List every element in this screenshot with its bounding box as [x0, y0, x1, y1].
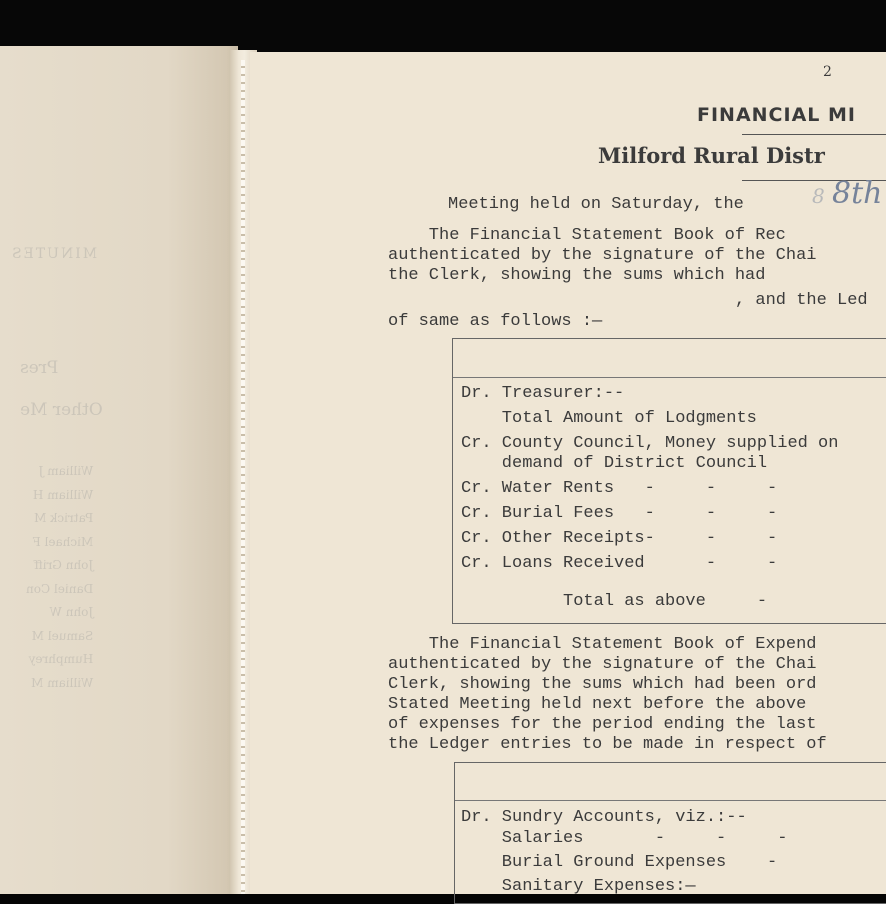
expenditure-row: Burial Ground Expenses - [461, 853, 778, 872]
ghost-name: John W [49, 605, 94, 619]
scan-top-border [0, 0, 886, 52]
intro-line-5: , and the Led [735, 291, 868, 310]
expenditure-line-1: The Financial Statement Book of Expend [388, 635, 817, 654]
expenditure-line-4: Stated Meeting held next before the above [388, 695, 807, 714]
receipts-row: Dr. Treasurer:-- [461, 384, 625, 403]
ghost-name: John Griff [34, 558, 94, 572]
expenditure-line-3: Clerk, showing the sums which had been ord [388, 675, 817, 694]
handwritten-day: 8th [832, 176, 883, 211]
title-rule [742, 134, 886, 135]
ghost-name: Humphrey [28, 652, 94, 666]
ghost-name: William H [32, 487, 94, 502]
receipts-row: Total Amount of Lodgments [461, 409, 757, 428]
expenditure-table-header-rule [455, 800, 886, 801]
receipts-total-row: Total as above - [461, 592, 768, 611]
ghost-name: Michael F [32, 534, 94, 549]
receipts-row: Cr. Water Rents - - - [461, 479, 778, 498]
ghost-name: Patrick M [34, 511, 94, 525]
intro-line-2: The Financial Statement Book of Rec [388, 226, 786, 245]
expenditure-row: Salaries - - - [461, 829, 788, 848]
expenditure-row: Sanitary Expenses:— [461, 877, 696, 896]
intro-line-6: of same as follows :— [388, 312, 603, 331]
ghost-name: William M [31, 675, 94, 690]
ghost-name: Samuel M [31, 628, 94, 643]
page-subtitle: Milford Rural Distr [598, 143, 825, 168]
ghost-name: Daniel Con [26, 581, 94, 596]
receipts-row: Cr. Loans Received - - [461, 554, 778, 573]
receipts-row: demand of District Council [461, 454, 768, 473]
bleed-through-present: Pres [20, 358, 59, 378]
expenditure-line-6: the Ledger entries to be made in respect of [388, 735, 827, 754]
receipts-row: Cr. County Council, Money supplied on [461, 434, 839, 453]
page-number: 2 [823, 64, 832, 80]
expenditure-line-5: of expenses for the period ending the last [388, 715, 817, 734]
expenditure-line-2: authenticated by the signature of the Chai [388, 655, 817, 674]
receipts-row: Cr. Burial Fees - - - [461, 504, 778, 523]
left-page [0, 46, 238, 894]
expenditure-row: Dr. Sundry Accounts, viz.:-- [461, 808, 747, 827]
receipts-row: Cr. Other Receipts- - - [461, 529, 778, 548]
ghost-name: William J [38, 464, 94, 478]
intro-line-4: the Clerk, showing the sums which had [388, 266, 766, 285]
page-title: FINANCIAL MI [697, 104, 856, 126]
bleed-through-names [26, 460, 93, 695]
handwritten-faint-day: 8 [812, 184, 825, 208]
bleed-through-other: Other Me [20, 400, 103, 420]
intro-line-3: authenticated by the signature of the Chai [388, 246, 817, 265]
bleed-through-heading: MINUTES [10, 246, 98, 262]
binding-stitching [241, 60, 245, 894]
intro-line-1: Meeting held on Saturday, the [448, 195, 744, 214]
receipts-table-header-rule [453, 377, 886, 378]
